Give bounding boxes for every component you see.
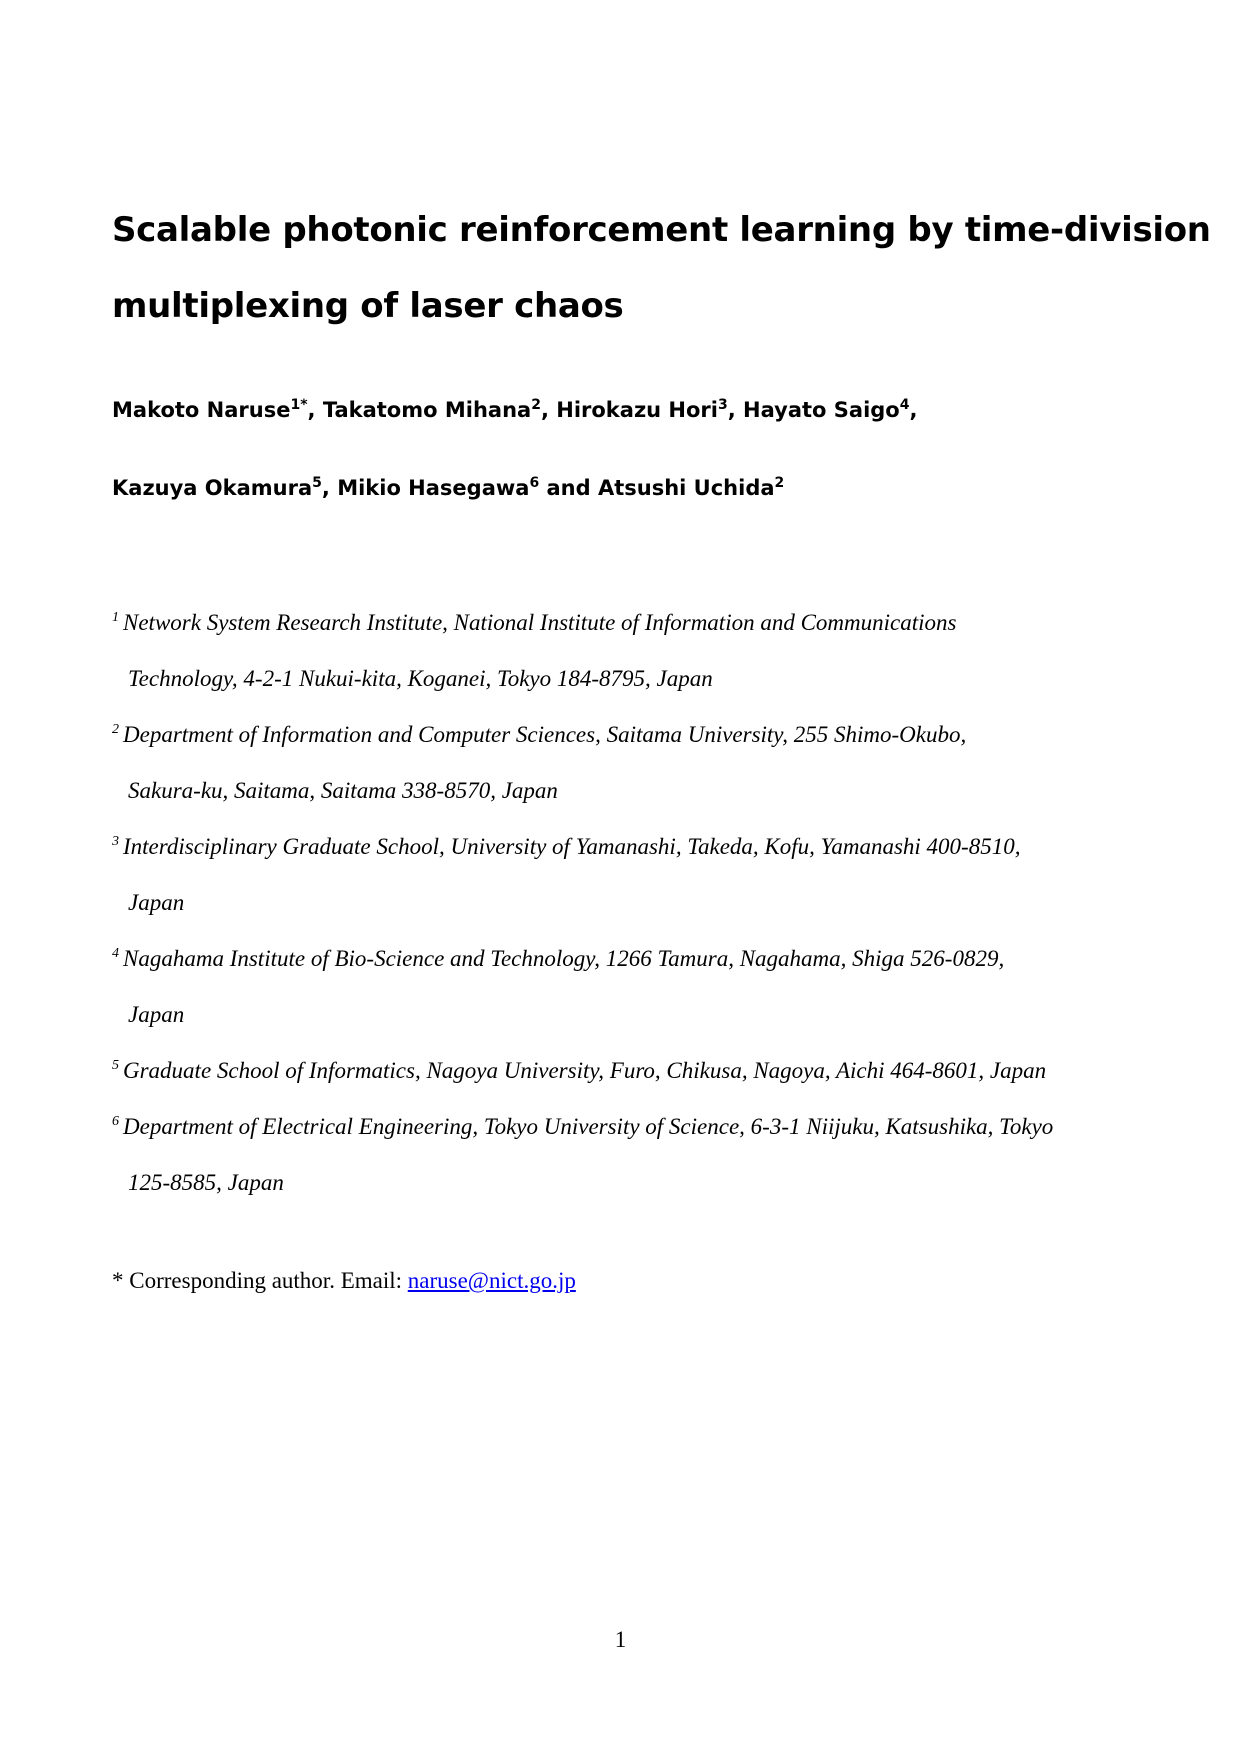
affiliation-3-line-2: Japan	[128, 890, 185, 915]
affiliation-number: 4	[112, 946, 119, 961]
affiliation-text: Department of Information and Computer Sciences, Saitama University, 255 Shimo-Okubo,	[123, 722, 967, 747]
affiliation-6-line-1	[112, 1114, 1132, 1140]
author-name: Takatomo Mihana	[322, 398, 532, 422]
author-superscript: 2	[531, 397, 541, 413]
affiliation-2-line-2: Sakura-ku, Saitama, Saitama 338-8570, Japan	[128, 778, 558, 803]
affiliation-3-line-1	[112, 834, 1132, 860]
author-superscript: 6	[529, 475, 540, 491]
author-superscript: 1*	[290, 397, 308, 413]
title-line-1: Scalable photonic reinforcement learning by time-division	[112, 210, 1211, 250]
affiliation-text: Nagahama Institute of Bio-Science and Technology, 1266 Tamura, Nagahama, Shiga 526-0829,	[123, 946, 1005, 971]
author-name: Hayato Saigo	[743, 398, 900, 422]
author-name: Hirokazu Hori	[556, 398, 718, 422]
corresponding-author	[112, 1268, 576, 1294]
paper-title	[112, 192, 1211, 344]
affiliation-number: 5	[112, 1058, 119, 1073]
author-separator: ,	[540, 398, 557, 422]
affiliation-6-line-2: 125-8585, Japan	[128, 1170, 284, 1195]
affiliation-number: 3	[112, 834, 119, 849]
affiliation-1-line-1	[112, 610, 1132, 636]
affiliation-number: 6	[112, 1114, 119, 1129]
author-name: Kazuya Okamura	[112, 476, 313, 500]
affiliation-number: 2	[112, 722, 119, 737]
affiliation-4-line-2: Japan	[128, 1002, 185, 1027]
author-superscript: 4	[899, 397, 910, 413]
affiliation-text: Graduate School of Informatics, Nagoya University, Furo, Chikusa, Nagoya, Aichi 464-8601, Japan	[123, 1058, 1047, 1083]
affiliation-text: Network System Research Institute, National Institute of Information and Communications	[123, 610, 957, 635]
affiliation-text: Department of Electrical Engineering, Tokyo University of Science, 6-3-1 Niijuku, Katsushika, Tokyo	[123, 1114, 1054, 1139]
author-separator: ,	[909, 398, 918, 422]
author-name: Atsushi Uchida	[597, 476, 775, 500]
title-line-2: multiplexing of laser chaos	[112, 286, 624, 326]
author-superscript: 3	[718, 397, 728, 413]
author-superscript: 2	[774, 475, 785, 491]
affiliation-2-line-1	[112, 722, 1132, 748]
email-link[interactable]: naruse@nict.go.jp	[407, 1268, 576, 1293]
affiliation-1-line-2: Technology, 4-2-1 Nukui-kita, Koganei, Tokyo 184-8795, Japan	[128, 666, 713, 691]
page-number: 1	[614, 1627, 627, 1652]
author-separator: ,	[727, 398, 744, 422]
author-separator: ,	[307, 398, 323, 422]
affiliation-4-line-1	[112, 946, 1132, 972]
author-name: Makoto Naruse	[112, 398, 291, 422]
affiliation-number: 1	[112, 610, 119, 625]
author-list-line-1	[112, 398, 1142, 422]
affiliation-text: Interdisciplinary Graduate School, University of Yamanashi, Takeda, Kofu, Yamanashi 400-8510,	[123, 834, 1021, 859]
author-superscript: 5	[312, 475, 322, 491]
author-separator: ,	[321, 476, 338, 500]
author-list-line-2	[112, 476, 1142, 500]
corresponding-label: * Corresponding author. Email:	[112, 1268, 408, 1293]
author-separator: and	[539, 476, 598, 500]
author-name: Mikio Hasegawa	[337, 476, 530, 500]
affiliation-5-line-1	[112, 1058, 1132, 1084]
